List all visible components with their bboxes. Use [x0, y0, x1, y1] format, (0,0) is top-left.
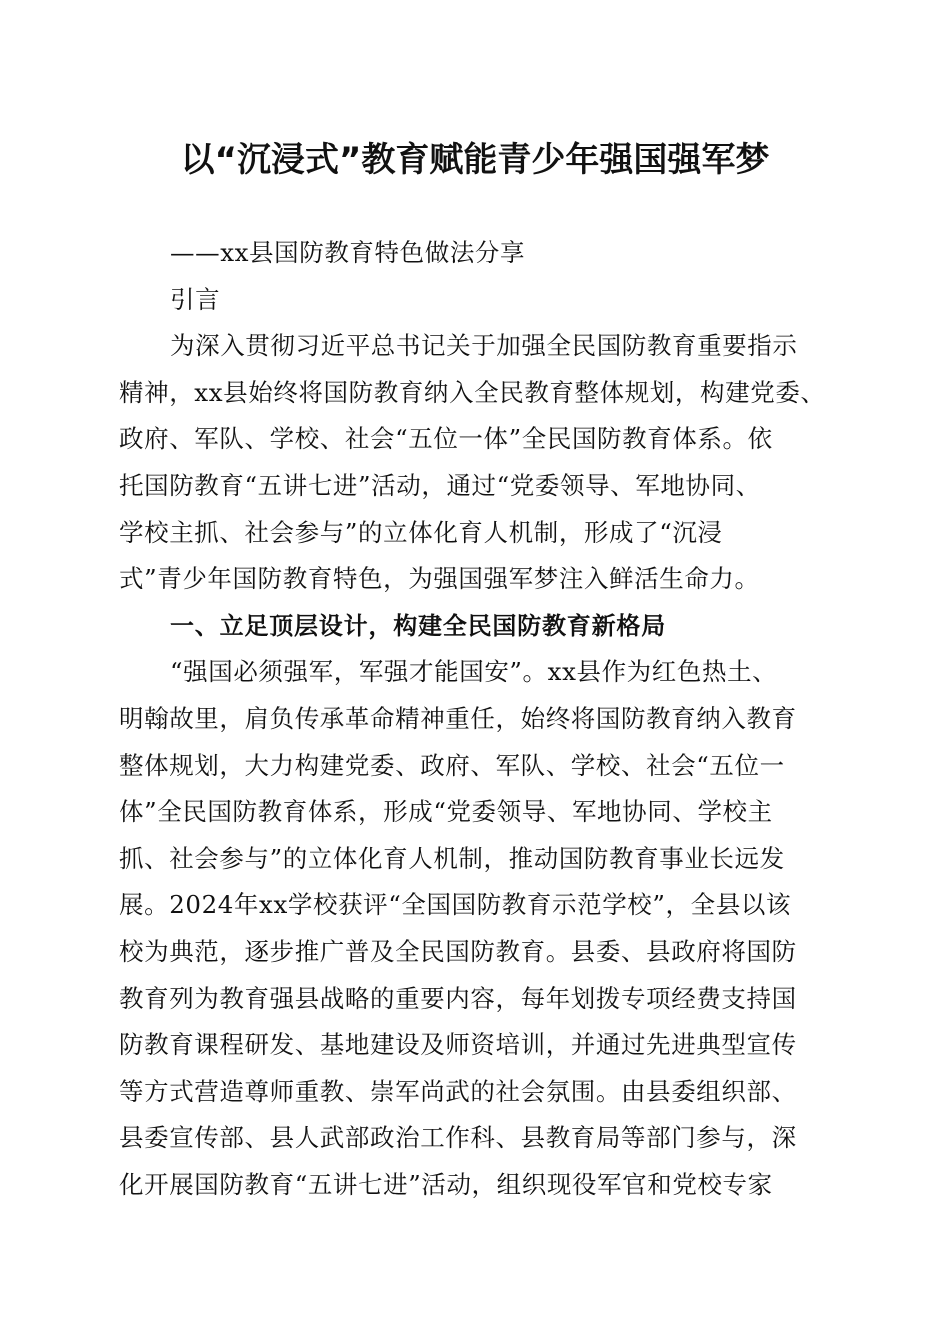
section-line: 体”全民国防教育体系，形成“党委领导、军地协同、学校主	[119, 797, 773, 827]
section-line: 展。2024年xx学校获评“全国国防教育示范学校”，全县以该	[119, 890, 792, 920]
section-line: 化开展国防教育“五讲七进”活动，组织现役军官和党校专家	[119, 1169, 773, 1199]
section-heading: 一、立足顶层设计，构建全民国防教育新格局	[170, 611, 666, 640]
document-subtitle: ——xx县国防教育特色做法分享	[170, 238, 526, 267]
section-line: 校为典范，逐步推广普及全民国防教育。县委、县政府将国防	[119, 936, 797, 966]
intro-label: 引言	[170, 284, 221, 314]
document-body	[119, 230, 831, 1208]
section-line: 县委宣传部、县人武部政治工作科、县教育局等部门参与，深	[119, 1123, 797, 1153]
section-line: 抓、社会参与”的立体化育人机制，推动国防教育事业长远发	[119, 843, 785, 873]
intro-line: 托国防教育“五讲七进”活动，通过“党委领导、军地协同、	[119, 470, 761, 500]
section-line: 防教育课程研发、基地建设及师资培训，并通过先进典型宣传	[119, 1030, 797, 1060]
section-line: 教育列为教育强县战略的重要内容，每年划拨专项经费支持国	[119, 983, 797, 1013]
intro-line: 政府、军队、学校、社会“五位一体”全民国防教育体系。依	[119, 424, 773, 454]
intro-line: 为深入贯彻习近平总书记关于加强全民国防教育重要指示	[170, 331, 798, 361]
document-title: 以“沉浸式”教育赋能青少年强国强军梦	[180, 140, 770, 180]
section-line: “强国必须强军，军强才能国安”。xx县作为红色热土、	[170, 657, 778, 687]
section-line: 等方式营造尊师重教、崇军尚武的社会氛围。由县委组织部、	[119, 1076, 797, 1106]
section-line: 整体规划，大力构建党委、政府、军队、学校、社会“五位一	[119, 750, 785, 780]
intro-line: 学校主抓、社会参与”的立体化育人机制，形成了“沉浸	[119, 517, 723, 547]
section-line: 明翰故里，肩负传承革命精神重任，始终将国防教育纳入教育	[119, 703, 797, 733]
intro-line: 式”青少年国防教育特色，为强国强军梦注入鲜活生命力。	[119, 564, 760, 594]
intro-line: 精神，xx县始终将国防教育纳入全民教育整体规划，构建党委、	[119, 377, 826, 407]
